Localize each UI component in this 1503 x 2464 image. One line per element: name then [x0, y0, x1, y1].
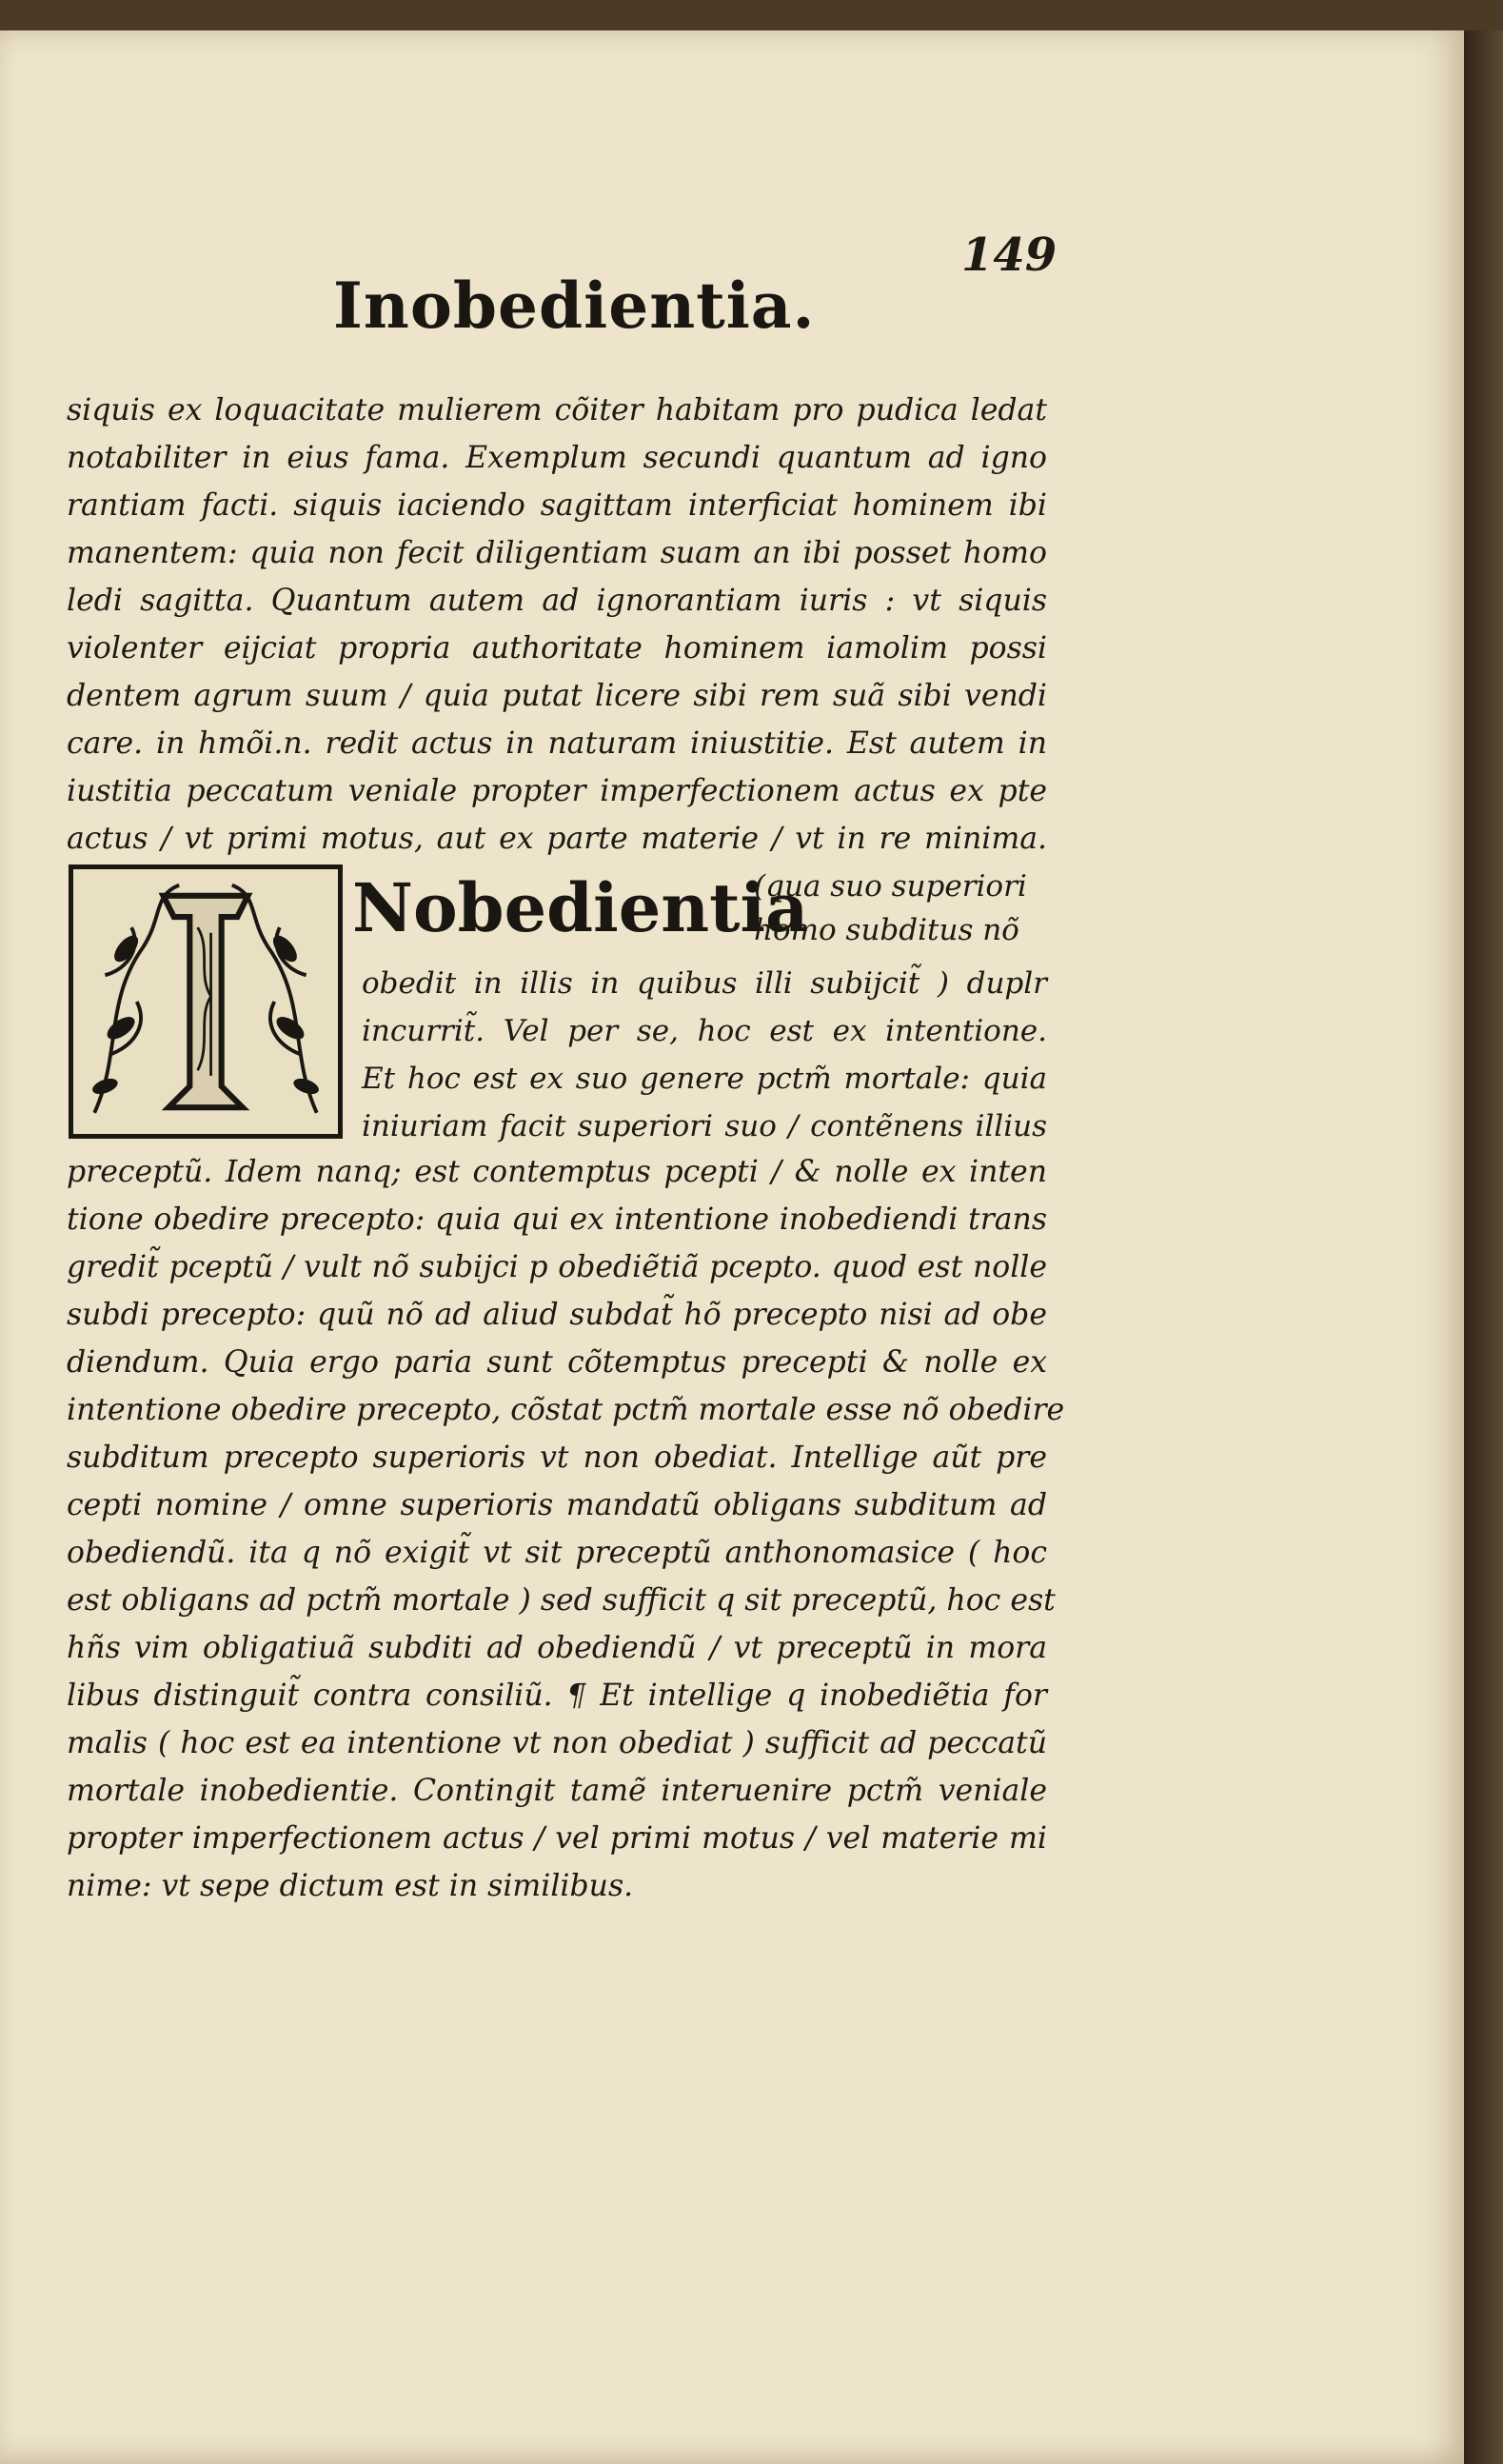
text-line: dentem agrum suum / quia putat licere sibi rem suã sibi vendi: [67, 679, 1047, 713]
page-edge-shadow: [1464, 30, 1503, 2464]
folio-number: 149: [961, 229, 1058, 282]
text-line: care. in hmõi.n. redit actus in naturam iniustitie. Est autem in: [67, 726, 1047, 761]
text-line: propter imperfectionem actus / vel primi motus / vel materie mi: [67, 1821, 1047, 1856]
section-heading-gloss: [754, 864, 1047, 952]
text-beside-initial: [362, 960, 1047, 1150]
decorated-initial-art: [73, 869, 338, 1134]
text-line: est obligans ad pctm̃ mortale ) sed sufficit q sit preceptũ, hoc est: [67, 1583, 1056, 1618]
text-line: Et hoc est ex suo genere pctm̃ mortale: quia: [362, 1062, 1047, 1096]
decorated-initial-i: [69, 864, 343, 1139]
text-line: subdi precepto: quũ nõ ad aliud subdat̃ hõ precepto nisi ad obe: [67, 1298, 1047, 1332]
text-line: siquis ex loquacitate mulierem cõiter habitam pro pudica ledat: [67, 393, 1047, 427]
text-line: ledi sagitta. Quantum autem ad ignorantiam iuris : vt siquis: [67, 584, 1047, 618]
text-line: iniuriam facit superiori suo / contẽnens illius: [362, 1109, 1047, 1143]
book-page: [0, 30, 1464, 2464]
text-line: libus distinguit̃ contra consiliũ. ¶ Et intellige q inobediẽtia for: [67, 1679, 1047, 1713]
text-line: violenter eijciat propria authoritate hominem iamolim possi: [67, 631, 1047, 666]
text-line: manentem: quia non fecit diligentiam suam an ibi posset homo: [67, 536, 1047, 570]
text-line: tione obedire precepto: quia qui ex intentione inobediendi trans: [67, 1202, 1047, 1237]
text-line: (qua suo superiori: [754, 869, 1027, 904]
text-line: intentione obedire precepto, cõstat pctm̃ mortale esse nõ obedire: [67, 1393, 1065, 1427]
text-line: incurrit̃. Vel per se, hoc est ex intentione.: [362, 1014, 1047, 1048]
text-line: hñs vim obligatiuã subditi ad obediendũ / vt preceptũ in mora: [67, 1631, 1047, 1665]
section-heading: Nobedientia: [352, 868, 809, 947]
text-line: actus / vt primi motus, aut ex parte materie / vt in re minima.: [67, 822, 1047, 856]
text-line: cepti nomine / omne superioris mandatũ obligans subditum ad: [67, 1488, 1047, 1522]
text-line: mortale inobedientie. Contingit tamẽ interuenire pctm̃ veniale: [67, 1774, 1047, 1808]
text-line: obedit in illis in quibus illi subijcit̃ ) duplr: [362, 966, 1047, 1001]
paragraph-1: [67, 387, 1047, 863]
text-line: obediendũ. ita q nõ exigit̃ vt sit preceptũ anthonomasice ( hoc: [67, 1536, 1047, 1570]
paragraph-2: [67, 1148, 1065, 1910]
text-line: gredit̃ pceptũ / vult nõ subijci p obediẽtiã pcepto. quod est nolle: [67, 1250, 1047, 1284]
text-line: nime: vt sepe dictum est in similibus.: [67, 1869, 634, 1903]
text-line: rantiam facti. siquis iaciendo sagittam interficiat hominem ibi: [67, 488, 1047, 523]
text-line: diendum. Quia ergo paria sunt cõtemptus precepti & nolle ex: [67, 1345, 1047, 1380]
running-head: Inobedientia.: [333, 268, 816, 343]
text-line: subditum precepto superioris vt non obediat. Intellige aũt pre: [67, 1441, 1047, 1475]
text-line: notabiliter in eius fama. Exemplum secundi quantum ad igno: [67, 441, 1047, 475]
text-line: preceptũ. Idem nanq; est contemptus pcepti / & nolle ex inten: [67, 1155, 1047, 1189]
text-line: malis ( hoc est ea intentione vt non obediat ) sufficit ad peccatũ: [67, 1726, 1047, 1760]
text-line: iustitia peccatum veniale propter imperfectionem actus ex pte: [67, 774, 1047, 808]
text-line: homo subditus nõ: [754, 913, 1019, 947]
